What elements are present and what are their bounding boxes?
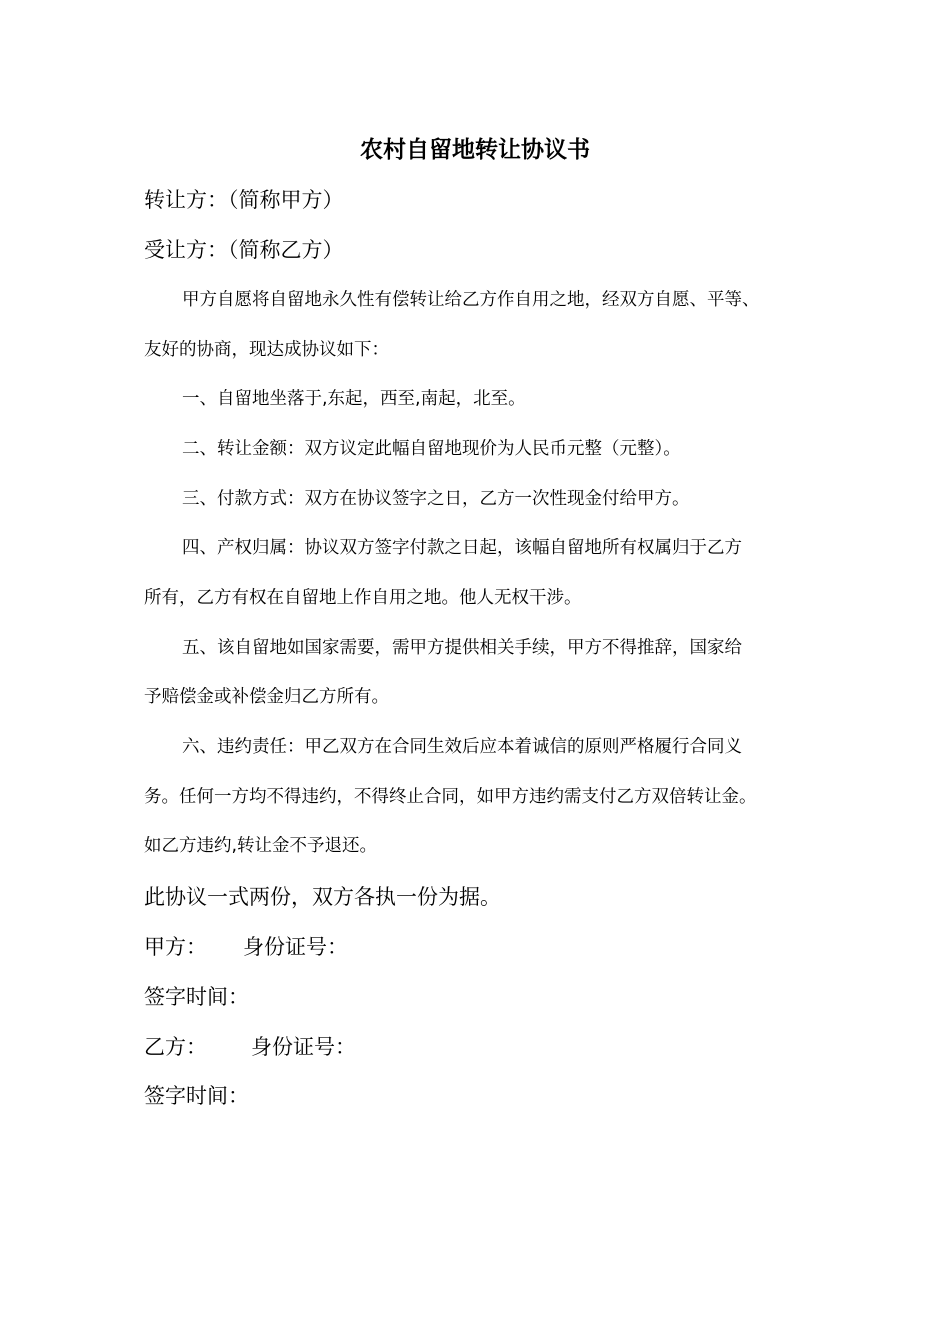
document-title: 农村自留地转让协议书: [360, 137, 590, 163]
clause-2: 二、转让金额：双方议定此幅自留地现价为人民币元整（元整）。: [182, 439, 681, 459]
party-b-signature-row: [144, 1030, 356, 1064]
clause-1: 一、自留地坐落于,东起，西至,南起，北至。: [182, 389, 526, 409]
intro-line-1: 甲方自愿将自留地永久性有偿转让给乙方作自用之地，经双方自愿、平等、: [182, 290, 760, 310]
party-a-label: 甲方：: [144, 935, 207, 959]
party-b-time-label: 签字时间：: [144, 1084, 249, 1108]
clause-6-line-2: 务。任何一方均不得违约，不得终止合同，如甲方违约需支付乙方双倍转让金。: [144, 787, 757, 807]
party-a-id-label: 身份证号：: [243, 935, 348, 959]
transferor-line: 转让方：（简称甲方）: [144, 188, 344, 212]
clause-4-line-1: 四、产权归属：协议双方签字付款之日起，该幅自留地所有权属归于乙方: [182, 538, 742, 558]
intro-line-2: 友好的协商，现达成协议如下：: [144, 340, 389, 360]
clause-5-line-2: 予赔偿金或补偿金归乙方所有。: [144, 687, 389, 707]
party-b-label: 乙方：: [144, 1035, 207, 1059]
clause-6-line-1: 六、违约责任：甲乙双方在合同生效后应本着诚信的原则严格履行合同义: [182, 737, 742, 757]
clause-5-line-1: 五、该自留地如国家需要，需甲方提供相关手续，甲方不得推辞，国家给: [182, 638, 742, 658]
clause-4-line-2: 所有，乙方有权在自留地上作自用之地。他人无权干涉。: [144, 588, 582, 608]
closing-line: 此协议一式两份，双方各执一份为据。: [144, 885, 501, 909]
party-a-signature-row: [144, 930, 348, 964]
clause-6-line-3: 如乙方违约,转让金不予退还。: [144, 836, 378, 856]
transferee-line: 受让方：（简称乙方）: [144, 238, 344, 262]
party-a-time-label: 签字时间：: [144, 985, 249, 1009]
clause-3: 三、付款方式：双方在协议签字之日，乙方一次性现金付给甲方。: [182, 489, 690, 509]
party-b-id-label: 身份证号：: [251, 1035, 356, 1059]
